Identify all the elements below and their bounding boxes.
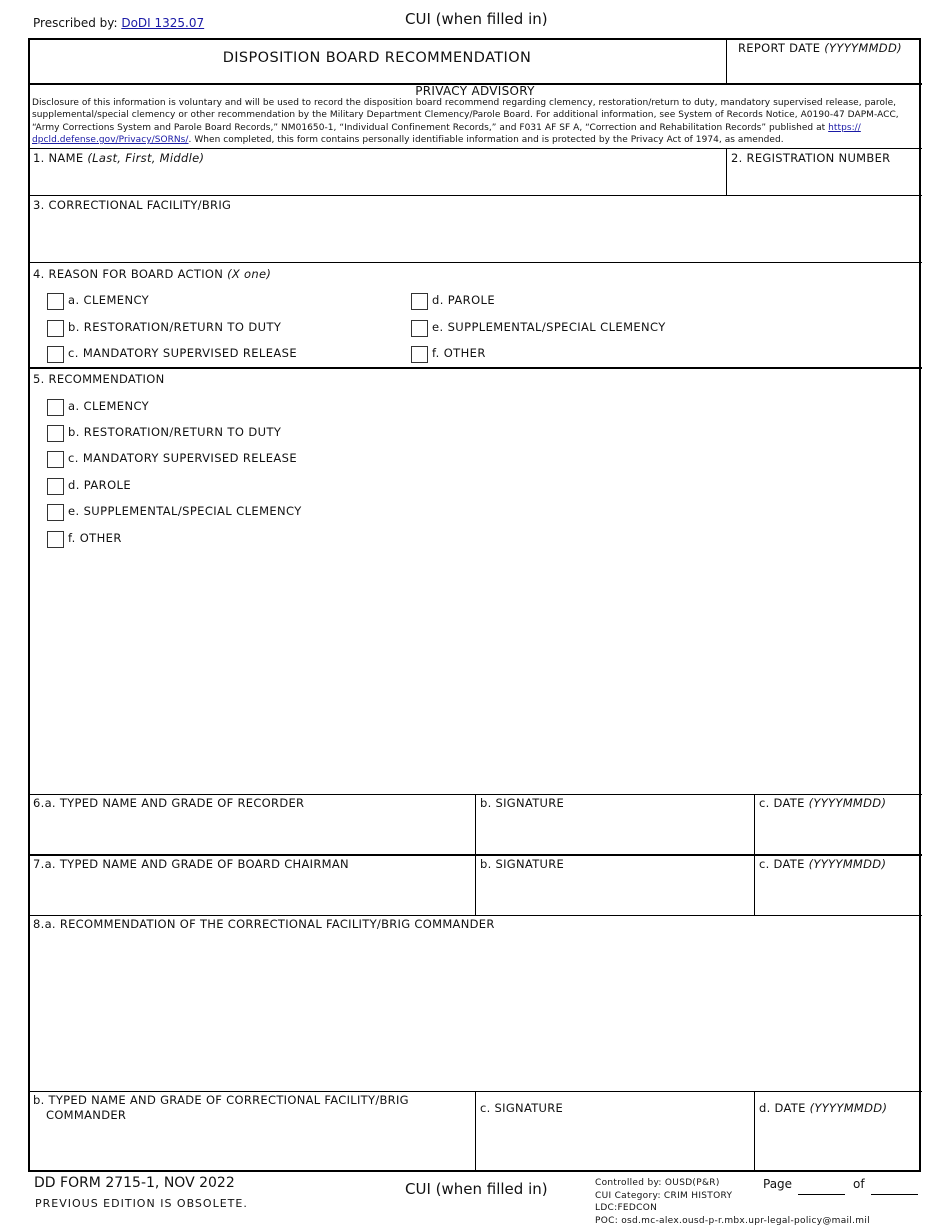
recommendation-remarks-input[interactable]: [30, 555, 918, 791]
reason-restoration-label: b. RESTORATION/RETURN TO DUTY: [68, 320, 282, 334]
report-date-label: REPORT DATE (YYYYMMDD): [738, 41, 902, 55]
facility-input[interactable]: [30, 214, 918, 260]
reason-parole-checkbox[interactable]: [411, 293, 428, 310]
reason-clemency-label: a. CLEMENCY: [68, 293, 150, 307]
prescribed-link[interactable]: DoDI 1325.07: [121, 16, 205, 30]
rec-other-checkbox[interactable]: [47, 531, 64, 548]
page-label: Page: [763, 1177, 793, 1191]
reason-supplemental-label: e. SUPPLEMENTAL/SPECIAL CLEMENCY: [432, 320, 666, 334]
name-label: 1. NAME (Last, First, Middle): [33, 151, 205, 165]
reason-supplemental-checkbox[interactable]: [411, 320, 428, 337]
chairman-date-input[interactable]: [756, 873, 918, 913]
cui-bottom: CUI (when filled in): [405, 1180, 548, 1198]
chairman-name-label: 7.a. TYPED NAME AND GRADE OF BOARD CHAIRMAN: [33, 857, 349, 871]
rec-clemency-checkbox[interactable]: [47, 399, 64, 416]
form-id: DD FORM 2715-1, NOV 2022: [34, 1175, 235, 1191]
recorder-date-input[interactable]: [756, 812, 918, 852]
obsolete-note: PREVIOUS EDITION IS OBSOLETE.: [35, 1197, 248, 1210]
form-title: DISPOSITION BOARD RECOMMENDATION: [222, 50, 532, 66]
commander-signature-field[interactable]: [477, 1118, 752, 1170]
reason-other-label: f. OTHER: [432, 346, 486, 360]
reason-mandatory-release-checkbox[interactable]: [47, 346, 64, 363]
reason-restoration-checkbox[interactable]: [47, 320, 64, 337]
commander-name-label: b. TYPED NAME AND GRADE OF CORRECTIONAL FACILITY/BRIG COMMANDER: [33, 1093, 409, 1122]
facility-label: 3. CORRECTIONAL FACILITY/BRIG: [33, 198, 232, 212]
page-total-input[interactable]: [871, 1194, 918, 1195]
registration-number-input[interactable]: [728, 166, 918, 194]
rec-restoration-checkbox[interactable]: [47, 425, 64, 442]
cui-top: CUI (when filled in): [405, 10, 548, 28]
reason-other-checkbox[interactable]: [411, 346, 428, 363]
rec-other-label: f. OTHER: [68, 531, 122, 545]
privacy-title: PRIVACY ADVISORY: [415, 84, 535, 98]
privacy-advisory-text: Disclosure of this information is voluntary and will be used to record the disposition board recommend regarding clemency, restoration/return to duty, mandatory supervised release, parole, supplemental/special clemency or other recommendation by the Military Department Clemency/Parole Board. For additional information, see System of Records Notice, A0190-47 DAPM-ACC, “Army Corrections System and Parole Board Records,” NM01650-1, “Individual Confinement Records,” and F031 AF SF A, “Correction and Rehabilitation Records” published at https:// dpcld.defense.gov/Privacy/SORNs/. When completed, this form contains personally identifiable information and is protected by the Privacy Act of 1974, as amended.: [32, 98, 899, 145]
commander-date-label: d. DATE (YYYYMMDD): [759, 1101, 888, 1115]
reason-mandatory-release-label: c. MANDATORY SUPERVISED RELEASE: [68, 346, 298, 360]
page-number-input[interactable]: [798, 1194, 845, 1195]
report-date-input[interactable]: [728, 58, 918, 82]
chairman-name-input[interactable]: [30, 873, 473, 913]
rec-parole-checkbox[interactable]: [47, 478, 64, 495]
rec-supplemental-label: e. SUPPLEMENTAL/SPECIAL CLEMENCY: [68, 504, 302, 518]
recorder-signature-label: b. SIGNATURE: [480, 796, 565, 810]
commander-date-input[interactable]: [756, 1118, 918, 1170]
chairman-signature-field[interactable]: [477, 873, 752, 913]
commander-recommendation-label: 8.a. RECOMMENDATION OF THE CORRECTIONAL FACILITY/BRIG COMMANDER: [33, 917, 495, 931]
recorder-date-label: c. DATE (YYYYMMDD): [759, 796, 887, 810]
rec-mandatory-release-checkbox[interactable]: [47, 451, 64, 468]
reason-parole-label: d. PAROLE: [432, 293, 495, 307]
name-input[interactable]: [30, 166, 724, 194]
chairman-signature-label: b. SIGNATURE: [480, 857, 565, 871]
prescribed-by: Prescribed by: DoDI 1325.07: [33, 16, 205, 30]
rec-parole-label: d. PAROLE: [68, 478, 131, 492]
rec-supplemental-checkbox[interactable]: [47, 504, 64, 521]
recorder-name-input[interactable]: [30, 812, 473, 852]
recommendation-label: 5. RECOMMENDATION: [33, 372, 165, 386]
recorder-signature-field[interactable]: [477, 812, 752, 852]
rec-mandatory-release-label: c. MANDATORY SUPERVISED RELEASE: [68, 451, 298, 465]
rec-restoration-label: b. RESTORATION/RETURN TO DUTY: [68, 425, 282, 439]
registration-number-label: 2. REGISTRATION NUMBER: [731, 151, 891, 165]
chairman-date-label: c. DATE (YYYYMMDD): [759, 857, 887, 871]
commander-recommendation-input[interactable]: [30, 934, 918, 1089]
commander-signature-label: c. SIGNATURE: [480, 1101, 564, 1115]
cui-designation-block: Controlled by: OUSD(P&R) CUI Category: CRIM HISTORY LDC:FEDCON POC: osd.mc-alex.ousd-p-r.mbx.upr-legal-policy@mail.mil: [595, 1178, 870, 1226]
of-label: of: [853, 1177, 865, 1191]
sorn-link-cont[interactable]: dpcld.defense.gov/Privacy/SORNs/: [32, 134, 189, 145]
reason-clemency-checkbox[interactable]: [47, 293, 64, 310]
reason-label: 4. REASON FOR BOARD ACTION (X one): [33, 267, 272, 281]
recorder-name-label: 6.a. TYPED NAME AND GRADE OF RECORDER: [33, 796, 305, 810]
sorn-link[interactable]: https://: [828, 122, 861, 133]
commander-name-input[interactable]: [30, 1124, 473, 1170]
rec-clemency-label: a. CLEMENCY: [68, 399, 150, 413]
